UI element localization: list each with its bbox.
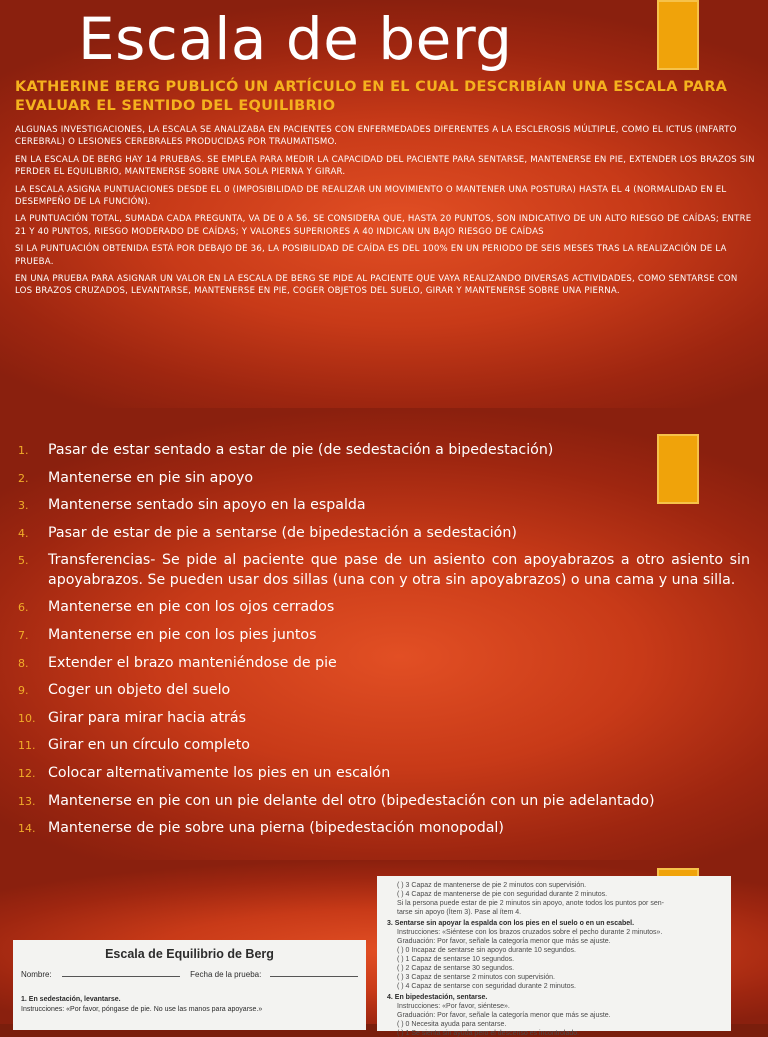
form-line: ( ) 1 Capaz de sentarse 10 segundos. — [397, 956, 515, 963]
date-label: Fecha de la prueba: — [190, 970, 262, 979]
form-line: ( ) 3 Capaz de mantenerse de pie 2 minutos con supervisión. — [397, 882, 587, 889]
list-number: 1. — [18, 444, 29, 457]
form-line: tarse sin apoyo (Ítem 3). Pase al ítem 4. — [397, 909, 522, 916]
slide-title: Escala de berg — [78, 5, 513, 73]
form-line: Instrucciones: «Por favor, siéntese». — [397, 1003, 510, 1010]
form-line: 1. En sedestación, levantarse. — [21, 996, 121, 1003]
paragraph: EN LA ESCALA DE BERG HAY 14 PRUEBAS. SE EMPLEA PARA MEDIR LA CAPACIDAD DEL PACIENTE PARA SENTARSE, MANTENERSE EN PIE, EXTENDER LOS BRAZOS SIN PERDER EL EQUILIBRIO, MANTENERSE SOBRE UNA SOLA PIERNA Y GIRAR. — [15, 154, 755, 178]
list-number: 7. — [18, 629, 29, 643]
list-text: Coger un objeto del suelo — [48, 682, 231, 699]
paragraph: LA PUNTUACIÓN TOTAL, SUMADA CADA PREGUNTA, VA DE 0 A 56. SE CONSIDERA QUE, HASTA 20 PUNTOS, SON INDICATIVO DE UN ALTO RIESGO DE CAÍDAS; ENTRE 21 Y 40 PUNTOS, RIESGO MODERADO DE CAÍDAS; Y VALORES SUPERIORES A 40 INDICAN UN BAJO RIESGO DE CAÍDAS — [15, 214, 752, 237]
name-label: Nombre: — [21, 970, 52, 979]
paragraph: EN UNA PRUEBA PARA ASIGNAR UN VALOR EN LA ESCALA DE BERG SE PIDE AL PACIENTE QUE VAYA REALIZANDO DIVERSAS ACTIVIDADES, COMO SENTARSE CON LOS BRAZOS CRUZADOS, LEVANTARSE, MANTENERSE EN PIE, COGER OBJETOS DEL SUELO, GIRAR Y MANTENERSE SOBRE UNA PIERNA. — [15, 274, 738, 297]
list-number: 14. — [18, 822, 36, 836]
slide-intro — [0, 0, 768, 408]
form-line: ( ) 0 Incapaz de sentarse sin apoyo durante 10 segundos. — [397, 947, 577, 954]
list-item — [18, 736, 750, 756]
list-text: Girar para mirar hacia atrás — [48, 709, 246, 726]
form-line: 4. En bipedestación, sentarse. — [387, 994, 488, 1001]
list-item — [18, 441, 750, 461]
form-line: ( ) 2 Capaz de sentarse 30 segundos. — [397, 965, 515, 972]
list-item — [18, 681, 750, 701]
list-item — [18, 524, 750, 544]
list-text: Mantenerse de pie sobre una pierna (bipedestación monopodal) — [48, 820, 504, 837]
paragraph: ALGUNAS INVESTIGACIONES, LA ESCALA SE ANALIZABA EN PACIENTES CON ENFERMEDADES DIFERENTES A LA ESCLEROSIS MÚLTIPLE, COMO EL ICTUS (INFARTO CEREBRAL) O LESIONES CEREBRALES PRODUCIDAS POR TRAUMATISMO. — [15, 125, 737, 148]
list-number: 3. — [18, 499, 29, 513]
list-number: 2. — [18, 471, 29, 485]
list-item — [18, 792, 750, 812]
list-item — [18, 626, 750, 646]
list-number: 5. — [18, 554, 29, 568]
list-number: 13. — [18, 794, 36, 808]
list-text: Pasar de estar sentado a estar de pie (de sedestación a bipedestación) — [48, 442, 554, 458]
scanned-form-image — [13, 940, 366, 1030]
list-number: 8. — [18, 656, 29, 670]
list-item — [18, 598, 750, 618]
form-line: ( ) 3 Capaz de sentarse 2 minutos con supervisión. — [397, 974, 555, 981]
slide-tests-list — [0, 408, 768, 860]
list-item — [18, 654, 750, 674]
list-item — [18, 551, 750, 590]
list-text: Mantenerse en pie sin apoyo — [48, 469, 254, 486]
form-line: Instrucciones: «Siéntese con los brazos cruzados sobre el pecho durante 2 minutos». — [397, 929, 663, 936]
list-text: Transferencias- Se pide al paciente que pase de un asiento con apoyabrazos a otro asiento sin apoyabrazos. Se pueden usar dos sillas (una con y otra sin apoyabrazos) o una cama y una silla. — [48, 552, 750, 588]
form-line: Graduación: Por favor, señale la categoría menor que más se ajuste. — [397, 1012, 611, 1019]
form-line: ( ) 4 Capaz de sentarse con seguridad durante 2 minutos. — [397, 983, 576, 990]
list-text: Mantenerse en pie con los pies juntos — [48, 627, 317, 644]
form-line: Si la persona puede estar de pie 2 minutos sin apoyo, anote todos los puntos por sen- — [397, 900, 664, 907]
slide-scanned-forms — [0, 860, 768, 1037]
form-line: Graduación: Por favor, señale la categoría menor que más se ajuste. — [397, 938, 611, 945]
list-text: Mantenerse sentado sin apoyo en la espalda — [48, 497, 366, 514]
accent-bar — [657, 0, 699, 70]
list-number: 4. — [18, 526, 29, 540]
list-number: 6. — [18, 601, 29, 615]
list-text: Extender el brazo manteniéndose de pie — [48, 654, 337, 671]
scanned-form-image — [377, 876, 731, 1037]
list-number: 12. — [18, 767, 36, 781]
paragraph: LA ESCALA ASIGNA PUNTUACIONES DESDE EL 0 (IMPOSIBILIDAD DE REALIZAR UN MOVIMIENTO O MANTENER UNA POSTURA) HASTA EL 4 (NORMALIDAD EN EL DESEMPEÑO DE LA FUNCIÓN). — [15, 184, 727, 208]
intro-paragraphs — [15, 124, 755, 303]
blank-line — [62, 976, 180, 977]
list-text: Girar en un círculo completo — [48, 737, 250, 754]
form-line: ( ) 4 Capaz de mantenerse de pie con seguridad durante 2 minutos. — [397, 891, 608, 898]
form-line: ( ) 1 Se sienta sin ayuda pero el descenso es incontrolado. — [397, 1030, 580, 1037]
list-item — [18, 469, 750, 489]
list-item — [18, 764, 750, 784]
form-header-row — [21, 970, 361, 979]
list-number: 11. — [18, 739, 36, 753]
list-number: 9. — [18, 684, 29, 698]
form-line: Instrucciones: «Por favor, póngase de pie. No use las manos para apoyarse.» — [21, 1006, 263, 1013]
list-item — [18, 496, 750, 516]
blank-line — [270, 976, 358, 977]
form-line: ( ) 0 Necesita ayuda para sentarse. — [397, 1021, 507, 1028]
list-text: Mantenerse en pie con un pie delante del otro (bipedestación con un pie adelantado) — [48, 792, 655, 809]
tests-list — [18, 441, 750, 847]
list-text: Colocar alternativamente los pies en un escalón — [48, 765, 391, 782]
list-text: Pasar de estar de pie a sentarse (de bipedestación a sedestación) — [48, 524, 517, 541]
form-title: Escala de Equilibrio de Berg — [105, 947, 274, 961]
form-line: 3. Sentarse sin apoyar la espalda con los pies en el suelo o en un escabel. — [387, 920, 635, 927]
slide-subtitle: KATHERINE BERG PUBLICÓ UN ARTÍCULO EN EL CUAL DESCRIBÍAN UNA ESCALA PARA EVALUAR EL SENTIDO DEL EQUILIBRIO — [15, 79, 728, 114]
list-item — [18, 819, 750, 839]
list-item — [18, 709, 750, 729]
list-number: 10. — [18, 711, 36, 725]
paragraph: SI LA PUNTUACIÓN OBTENIDA ESTÁ POR DEBAJO DE 36, LA POSIBILIDAD DE CAÍDA ES DEL 100% EN UN PERIODO DE SEIS MESES TRAS LA REALIZACIÓN DE LA PRUEBA. — [15, 244, 727, 267]
list-text: Mantenerse en pie con los ojos cerrados — [48, 599, 335, 616]
